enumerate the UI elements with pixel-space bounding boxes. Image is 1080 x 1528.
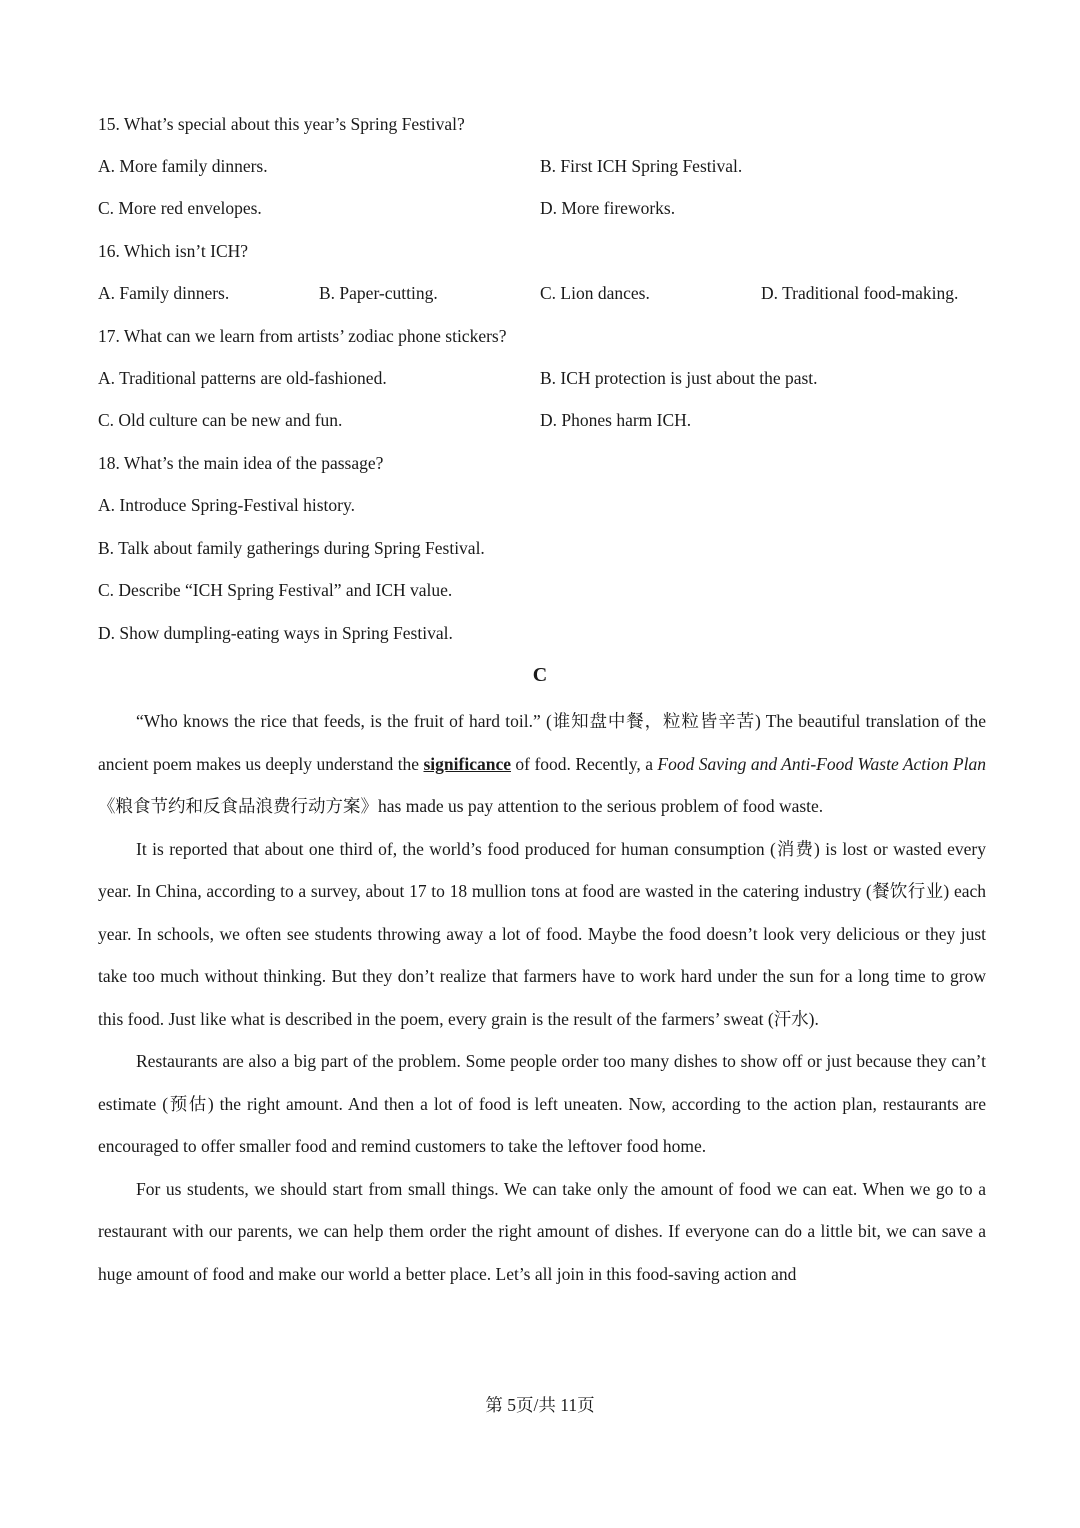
q17-option-c: C. Old culture can be new and fun. [98,410,343,430]
q18-option-b: B. Talk about family gatherings during Spring Festival. [98,538,485,558]
q15-option-a: A. More family dinners. [98,156,268,176]
p1-text-middle: of food. Recently, a [511,753,658,774]
section-title: C [532,664,548,686]
keyword-significance: significance [423,753,511,774]
q18-option-c: C. Describe “ICH Spring Festival” and ICH value. [98,580,453,600]
q16-option-c: C. Lion dances. [540,283,650,303]
q18-option-a: A. Introduce Spring-Festival history. [98,495,355,515]
q17-option-a: A. Traditional patterns are old-fashioned. [98,368,387,388]
p1-text-before: “Who knows the rice that feeds, is the fruit of hard toil.” (谁知盘中餐，粒粒皆辛苦) The beautiful translation of the ancient poem makes us deeply understand the [98,711,986,774]
q15-option-b: B. First ICH Spring Festival. [540,156,743,176]
passage-paragraph-4: For us students, we should start from small things. We can take only the amount of food we can eat. When we go to a restaurant with our parents, we can help them order the right amount of dishes. If everyone can do a little bit, we can save a huge amount of food and make our world a better place. Let’s all join in this food-saving action and [98,1178,986,1284]
question-18-stem: 18. What’s the main idea of the passage? [98,453,384,473]
q16-option-b: B. Paper-cutting. [319,283,438,303]
reading-passage [98,700,986,1295]
action-plan-title: Food Saving and Anti-Food Waste Action Plan [657,753,986,774]
q16-option-d: D. Traditional food-making. [761,283,959,303]
passage-paragraph-2: It is reported that about one third of, the world’s food produced for human consumption (消费) is lost or wasted every year. In China, according to a survey, about 17 to 18 mullion tons at food are wasted in the catering industry (餐饮行业) each year. In schools, we often see students throwing away a lot of food. Maybe the food doesn’t look very delicious or they just take too much without thinking. But they don’t realize that farmers have to work hard under the sun for a long time to grow this food. Just like what is described in the poem, every grain is the result of the farmers’ sweat (汗水). [98,838,986,1029]
question-17-stem: 17. What can we learn from artists’ zodiac phone stickers? [98,326,507,346]
q18-option-d: D. Show dumpling-eating ways in Spring Festival. [98,623,453,643]
q16-option-a: A. Family dinners. [98,283,230,303]
q17-option-b: B. ICH protection is just about the past. [540,368,818,388]
passage-paragraph-3: Restaurants are also a big part of the problem. Some people order too many dishes to show off or just because they can’t estimate (预估) the right amount. And then a lot of food is left uneaten. Now, according to the action plan, restaurants are encouraged to offer smaller food and remind customers to take the leftover food home. [98,1051,986,1156]
q15-option-d: D. More fireworks. [540,198,676,218]
page-number-footer: 第 5页/共 11页 [485,1395,595,1415]
question-15-stem: 15. What’s special about this year’s Spring Festival? [98,114,465,134]
question-16-stem: 16. Which isn’t ICH? [98,241,249,261]
p1-text-after: 《粮食节约和反食品浪费行动方案》has made us pay attention to the serious problem of food waste. [98,796,824,816]
passage-paragraph-1 [98,700,986,828]
q15-option-c: C. More red envelopes. [98,198,262,218]
q17-option-d: D. Phones harm ICH. [540,410,692,430]
